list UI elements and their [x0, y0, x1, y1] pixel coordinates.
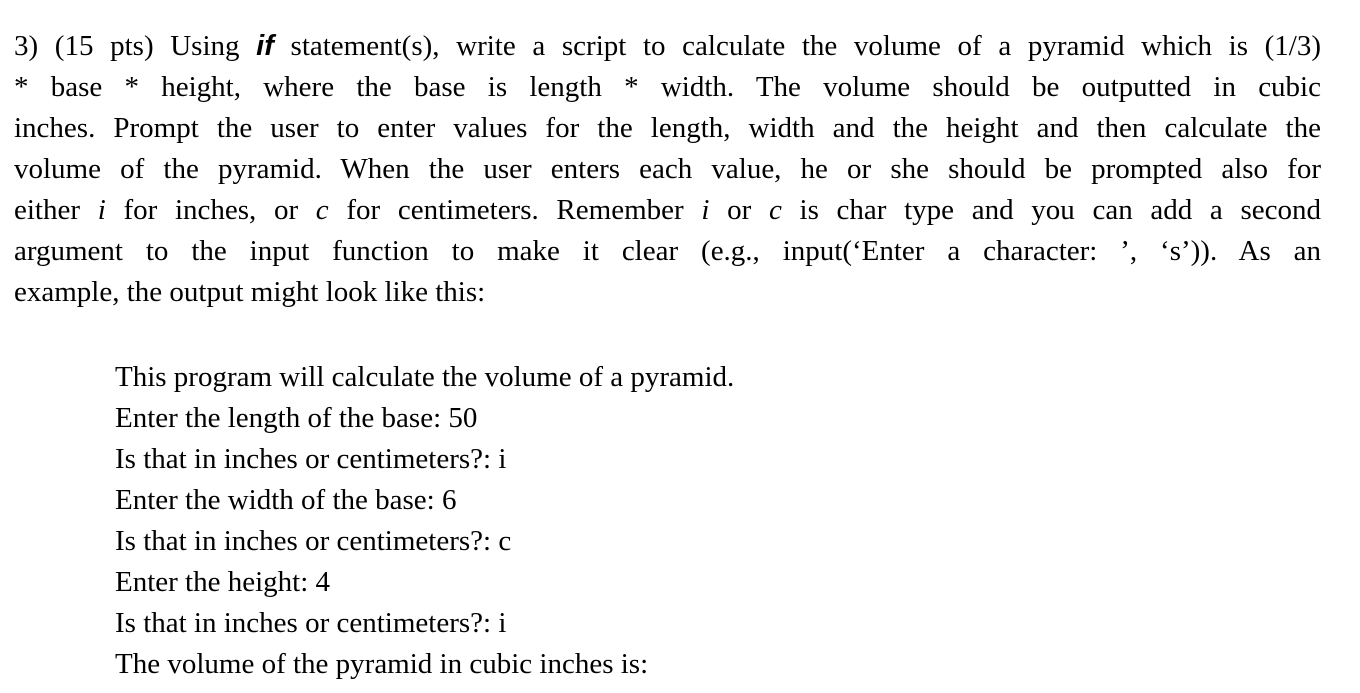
- sample-output-line: The volume of the pyramid in cubic inches is:: [115, 648, 649, 680]
- problem-line-1: [14, 26, 1321, 67]
- problem-line-5-part-5: is char type and you can add a second: [781, 194, 1322, 226]
- problem-line-5-part-4: or: [709, 194, 769, 226]
- if-keyword: if: [256, 30, 274, 62]
- sample-output-line: Is that in inches or centimeters?: i: [115, 443, 507, 475]
- sample-output-line: Enter the length of the base: 50: [115, 402, 478, 434]
- sample-output-line: Enter the width of the base: 6: [115, 484, 457, 516]
- centimeters-char-var: c: [315, 194, 329, 226]
- inches-char-var-2: i: [701, 194, 710, 226]
- sample-output: [115, 357, 734, 685]
- inches-char-var: i: [97, 194, 106, 226]
- problem-line-1-start: 3) (15 pts) Using: [14, 30, 257, 62]
- problem-line-4: volume of the pyramid. When the user enters each value, he or she should be prompted also for: [14, 153, 1321, 185]
- sample-output-line: Enter the height: 4: [115, 566, 331, 598]
- problem-line-5-part-2: for inches, or: [105, 194, 316, 226]
- problem-line-7: example, the output might look like this:: [14, 276, 486, 308]
- problem-line-2: * base * height, where the base is length * width. The volume should be outputted in cubic: [14, 71, 1321, 103]
- problem-line-3: inches. Prompt the user to enter values for the length, width and the height and then calculate the: [14, 112, 1321, 144]
- problem-line-1-end: statement(s), write a script to calculate the volume of a pyramid which is (1/3): [273, 30, 1321, 62]
- centimeters-char-var-2: c: [768, 194, 782, 226]
- problem-line-6: argument to the input function to make it clear (e.g., input(‘Enter a character: ’, ‘s’)). As an: [14, 235, 1321, 267]
- problem-line-5-part-3: for centimeters. Remember: [328, 194, 702, 226]
- sample-output-line: Is that in inches or centimeters?: i: [115, 607, 507, 639]
- sample-output-line: Is that in inches or centimeters?: c: [115, 525, 512, 557]
- sample-output-line: This program will calculate the volume of a pyramid.: [115, 361, 735, 393]
- problem-line-5: [14, 190, 1321, 231]
- problem-line-5-part-1: either: [14, 194, 98, 226]
- problem-statement: [14, 26, 1321, 313]
